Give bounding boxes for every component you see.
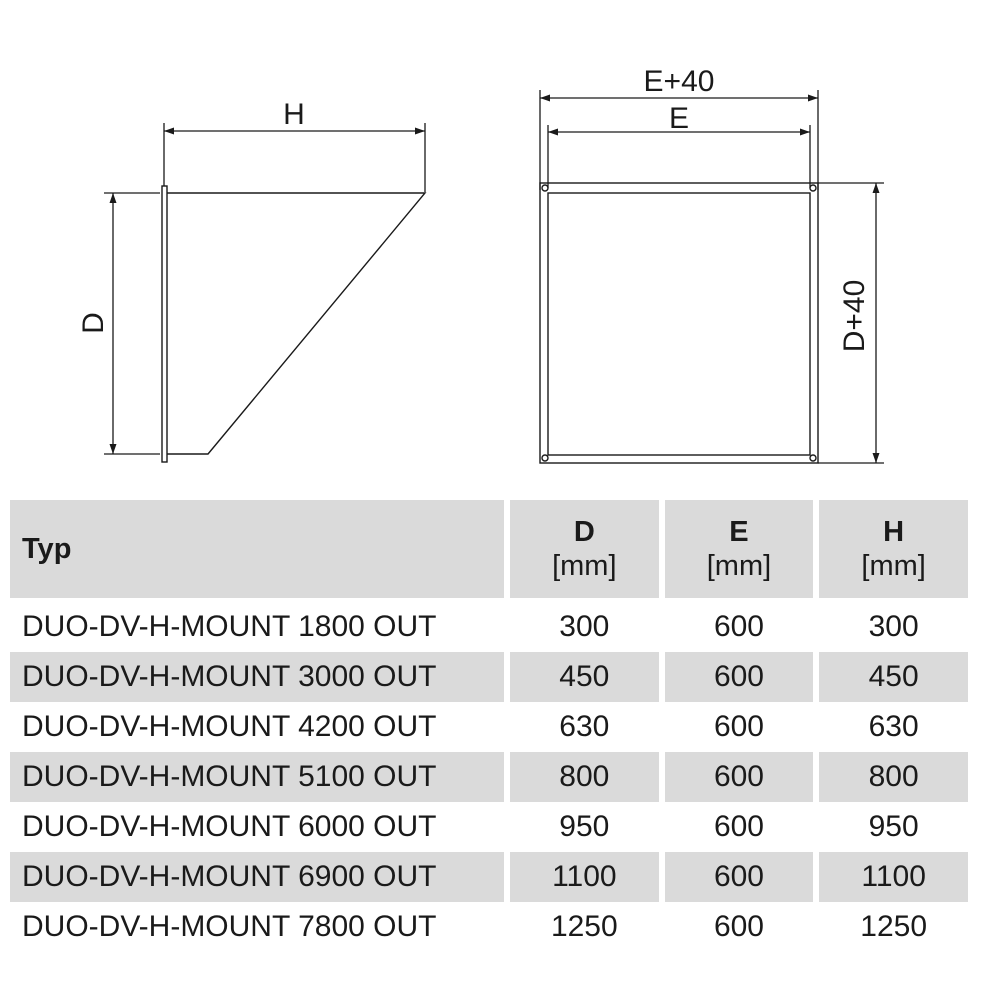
cell-typ: DUO-DV-H-MOUNT 5100 OUT [10,752,504,802]
header-e [665,500,814,598]
dimensions-table [4,500,974,952]
header-h-unit: [mm] [861,550,926,582]
cell-typ: DUO-DV-H-MOUNT 3000 OUT [10,652,504,702]
cell-typ: DUO-DV-H-MOUNT 7800 OUT [22,910,437,943]
cell-e: 600 [665,652,814,702]
table-row [10,598,968,652]
d-dimension-label: D [77,312,110,334]
cell-d: 1100 [510,852,659,902]
side-view [77,98,425,462]
table-row [10,752,968,802]
table-row [10,802,968,852]
header-d-unit: [mm] [552,550,617,582]
table-row [10,652,968,702]
screw-hole [542,455,548,461]
cell-d: 450 [510,652,659,702]
e-dimension-label: E [668,102,690,135]
table-row [10,702,968,752]
cell-h: 950 [868,810,919,843]
cell-d: 300 [510,598,659,652]
cell-typ: DUO-DV-H-MOUNT 6000 OUT [22,810,437,843]
cell-h: 300 [819,598,968,652]
cell-typ: DUO-DV-H-MOUNT 4200 OUT [22,710,437,743]
cell-e: 600 [713,710,764,743]
cell-typ: DUO-DV-H-MOUNT 6900 OUT [10,852,504,902]
wall-flange [162,186,167,462]
cell-h: 630 [868,710,919,743]
table-row [10,902,968,952]
d40-dimension-label: D+40 [838,279,871,353]
inner-opening [548,193,810,455]
cell-h: 1250 [860,910,928,943]
front-view [540,65,884,463]
table-row [10,852,968,902]
outer-frame [540,183,818,463]
header-typ: Typ [10,500,504,598]
e40-dimension-label: E+40 [643,65,715,98]
cell-d: 800 [510,752,659,802]
screw-hole [810,185,816,191]
cell-e: 600 [713,810,764,843]
header-d [510,500,659,598]
cell-h: 800 [819,752,968,802]
cell-e: 600 [665,598,814,652]
cell-h: 1100 [819,852,968,902]
screw-hole [542,185,548,191]
header-h [819,500,968,598]
hood-side-profile [167,193,425,454]
h-dimension-label: H [283,98,305,131]
cell-e: 600 [665,852,814,902]
cell-d: 1250 [550,910,618,943]
screw-hole [810,455,816,461]
header-e-unit: [mm] [706,550,772,582]
cell-e: 600 [665,752,814,802]
cell-h: 450 [819,652,968,702]
cell-d: 630 [559,710,610,743]
header-h-label: H [883,516,905,548]
header-e-label: E [729,516,749,548]
table-header-row [10,500,968,598]
cell-e: 600 [713,910,764,943]
header-d-label: D [573,516,595,548]
cell-typ: DUO-DV-H-MOUNT 1800 OUT [10,598,504,652]
cell-d: 950 [559,810,610,843]
